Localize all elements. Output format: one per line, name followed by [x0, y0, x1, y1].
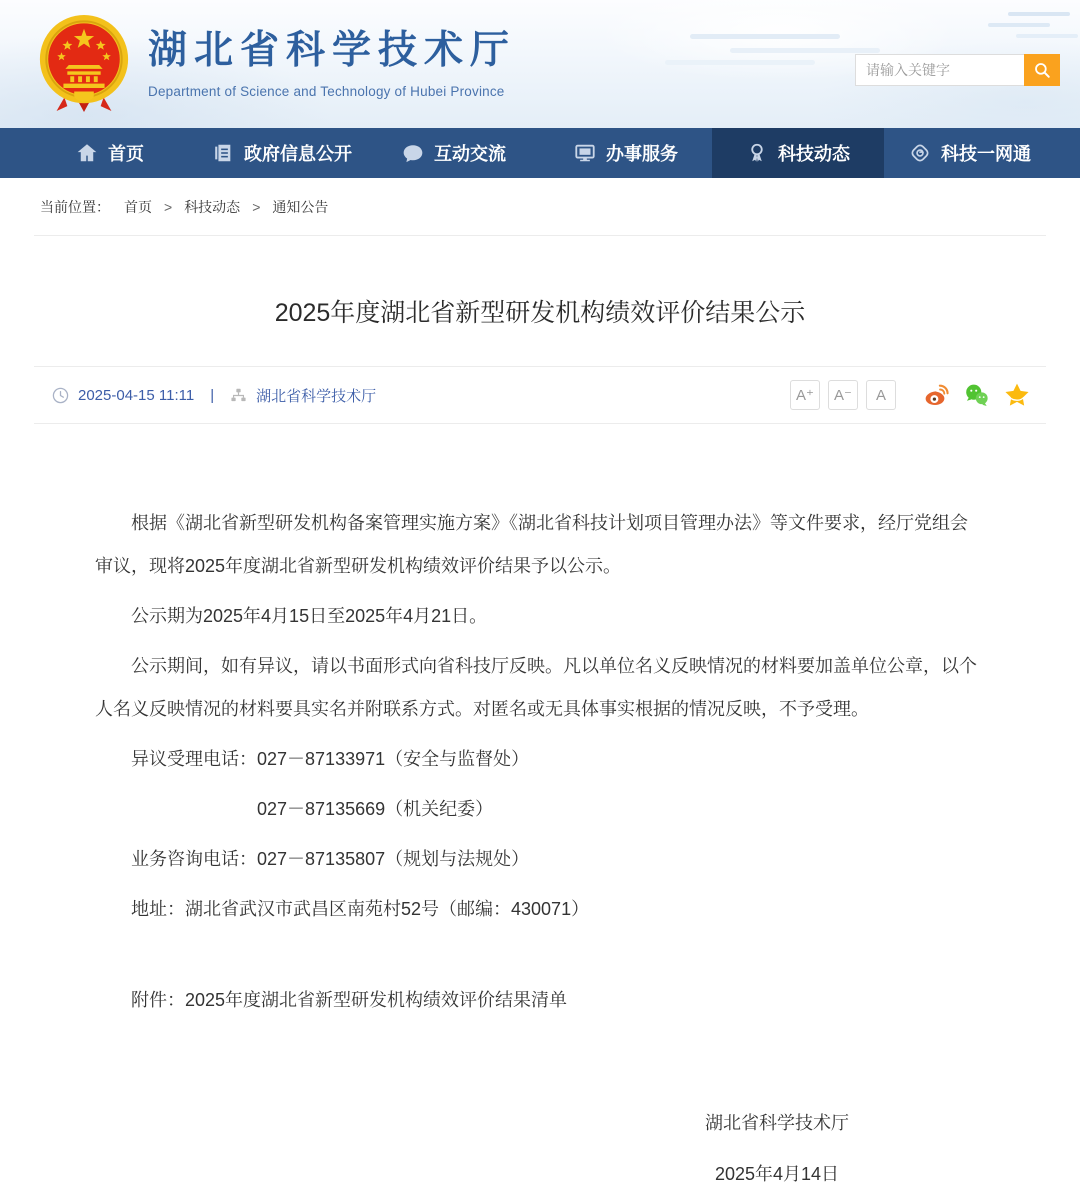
search-box [855, 54, 1060, 86]
cloud-decoration-icon [1008, 12, 1070, 16]
site-header [0, 0, 1080, 128]
search-button[interactable] [1024, 54, 1060, 86]
breadcrumb-item-notices: 通知公告 [272, 198, 329, 215]
paragraph-attachment: 附件：2025年度湖北省新型研发机构绩效评价结果清单 [131, 990, 568, 1010]
breadcrumb-separator: > [252, 198, 261, 215]
weibo-icon[interactable] [924, 382, 950, 408]
paragraph: 公示期间，如有异议，请以书面形式向省科技厅反映。凡以单位名义反映情况的材料要加盖单位公章，以个人名义反映情况的材料要具实名并附联系方式。对匿名或无具体事实根据的情况反映，不予受理。 [95, 656, 977, 719]
breadcrumb-item-home[interactable]: 首页 [124, 198, 152, 215]
font-decrease-button[interactable]: A⁻ [828, 380, 858, 410]
paragraph-address: 地址：湖北省武汉市武昌区南苑村52号（邮编：430071） [131, 899, 590, 919]
source-link[interactable]: 湖北省科学技术厅 [256, 387, 377, 405]
site-subtitle: Department of Science and Technology of Hubei Province [148, 83, 505, 99]
nav-item-label: 科技一网通 [941, 144, 1031, 164]
font-increase-button[interactable]: A⁺ [790, 380, 820, 410]
nav-item-label: 科技动态 [778, 144, 850, 164]
nav-item-interaction[interactable] [368, 128, 540, 178]
medal-icon [746, 142, 768, 164]
signature-org: 湖北省科学技术厅 [705, 1113, 849, 1133]
font-reset-button[interactable]: A [866, 380, 896, 410]
chat-bubble-icon [402, 142, 424, 164]
paragraph: 根据《湖北省新型研发机构备案管理实施方案》《湖北省科技计划项目管理办法》等文件要求，经厅党组会审议，现将2025年度湖北省新型研发机构绩效评价结果予以公示。 [95, 513, 968, 576]
home-icon [76, 142, 98, 164]
clock-icon [52, 387, 69, 404]
meta-divider: | [210, 386, 215, 404]
article-title: 2025年度湖北省新型研发机构绩效评价结果公示 [274, 299, 806, 327]
breadcrumb [0, 178, 1080, 235]
paragraph: 公示期为2025年4月15日至2025年4月21日。 [131, 606, 488, 626]
qzone-icon[interactable] [1004, 382, 1030, 408]
nav-item-sci-tech-network[interactable] [884, 128, 1056, 178]
nav-item-label: 政府信息公开 [244, 144, 352, 164]
breadcrumb-item-sci-tech-news[interactable]: 科技动态 [184, 198, 241, 215]
national-emblem-logo [35, 13, 133, 115]
meta-right [782, 380, 1030, 410]
nav-item-services[interactable] [540, 128, 712, 178]
cloud-decoration-icon [690, 34, 840, 39]
signature-date: 2025年4月14日 [714, 1164, 840, 1184]
monitor-icon [574, 142, 596, 164]
nav-item-sci-tech-news[interactable] [712, 128, 884, 178]
nav-item-label: 首页 [108, 144, 144, 164]
main-nav [0, 128, 1080, 178]
search-input[interactable] [855, 54, 1024, 86]
nav-item-gov-info[interactable] [196, 128, 368, 178]
article-body [0, 424, 1080, 1196]
brand-block [148, 28, 516, 99]
share-buttons [924, 382, 1030, 408]
nav-item-label: 互动交流 [434, 144, 506, 164]
paragraph-phone: 异议受理电话：027－87133971（安全与监督处） [131, 749, 530, 769]
breadcrumb-separator: > [164, 198, 173, 215]
nav-item-home[interactable] [24, 128, 196, 178]
breadcrumb-prefix: 当前位置： [40, 198, 110, 215]
meta-left [52, 385, 376, 406]
signature-block [667, 1102, 887, 1196]
wechat-icon[interactable] [964, 382, 990, 408]
publish-date: 2025-04-15 11:11 [78, 386, 195, 404]
site-title: 湖北省科学技术厅 [148, 29, 517, 72]
network-icon [909, 142, 931, 164]
source-org-icon [230, 387, 247, 404]
paragraph-phone: 业务咨询电话：027－87135807（规划与法规处） [131, 849, 530, 869]
search-icon [1033, 61, 1051, 79]
document-icon [212, 142, 234, 164]
nav-item-label: 办事服务 [606, 144, 678, 164]
paragraph-phone: 027－87135669（机关纪委） [257, 799, 494, 819]
article-meta-bar [34, 366, 1046, 424]
divider [34, 235, 1046, 236]
